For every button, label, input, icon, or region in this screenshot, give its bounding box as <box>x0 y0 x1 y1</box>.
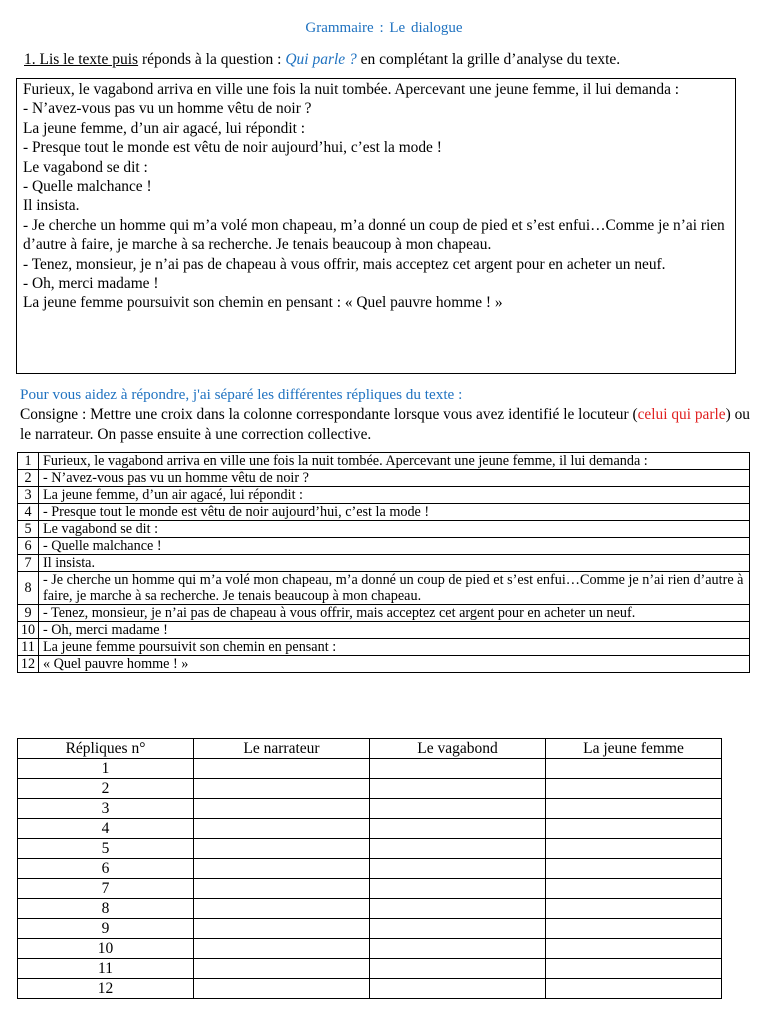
cell-narrateur[interactable] <box>194 839 370 859</box>
story-line: Il insista. <box>23 197 80 215</box>
question-ask: Qui parle ? <box>285 51 357 68</box>
replique-number: 7 <box>18 555 39 572</box>
table-row <box>18 555 750 572</box>
instruction-after: ) ou le narrateur. On passe ensuite à une correction collective. <box>20 406 750 443</box>
replique-number: 8 <box>18 572 39 605</box>
replique-number: 2 <box>18 470 39 487</box>
replique-text: - Oh, merci madame ! <box>39 622 750 639</box>
cell-vagabond[interactable] <box>370 759 546 779</box>
cell-vagabond[interactable] <box>370 939 546 959</box>
cell-vagabond[interactable] <box>370 839 546 859</box>
table-row <box>18 538 750 555</box>
table-row <box>18 859 722 879</box>
cell-narrateur[interactable] <box>194 819 370 839</box>
cell-narrateur[interactable] <box>194 899 370 919</box>
story-line: La jeune femme, d’un air agacé, lui répondit : <box>23 119 306 137</box>
replique-number: 11 <box>18 639 39 656</box>
replique-number: 3 <box>18 487 39 504</box>
replique-text: La jeune femme, d’un air agacé, lui répondit : <box>39 487 750 504</box>
question-1 <box>24 51 620 69</box>
story-line: - Presque tout le monde est vêtu de noir aujourd’hui, c’est la mode ! <box>23 139 442 157</box>
cell-vagabond[interactable] <box>370 899 546 919</box>
table-row <box>18 979 722 999</box>
cell-narrateur[interactable] <box>194 799 370 819</box>
replique-text: - Quelle malchance ! <box>39 538 750 555</box>
analysis-grid <box>17 738 722 999</box>
table-row <box>18 939 722 959</box>
instruction-before: Consigne : Mettre une croix dans la colonne correspondante lorsque vous avez identifié le locuteur ( <box>20 406 638 423</box>
replique-text: - Presque tout le monde est vêtu de noir aujourd’hui, c’est la mode ! <box>39 504 750 521</box>
cell-narrateur[interactable] <box>194 759 370 779</box>
replique-number: 10 <box>18 622 39 639</box>
story-line: - Je cherche un homme qui m’a volé mon chapeau, m’a donné un coup de pied et s’est enfui…Comme je n’ai rien d’autre à faire, je marche à sa recherche. Je tenais beaucoup à mon chapeau. <box>23 216 725 254</box>
story-line: - Tenez, monsieur, je n’ai pas de chapeau à vous offrir, mais acceptez cet argent pour en acheter un neuf. <box>23 255 666 273</box>
replique-text: La jeune femme poursuivit son chemin en pensant : <box>39 639 750 656</box>
story-line: - Oh, merci madame ! <box>23 275 159 293</box>
cell-narrateur[interactable] <box>194 959 370 979</box>
question-end: en complétant la grille d’analyse du texte. <box>356 51 621 68</box>
table-row <box>18 759 722 779</box>
replique-text: - Tenez, monsieur, je n’ai pas de chapeau à vous offrir, mais acceptez cet argent pour en acheter un neuf. <box>39 605 750 622</box>
cell-jeune-femme[interactable] <box>546 959 722 979</box>
table-row <box>18 919 722 939</box>
cell-jeune-femme[interactable] <box>546 879 722 899</box>
grid-header-row <box>18 739 722 759</box>
replique-text: - Je cherche un homme qui m’a volé mon chapeau, m’a donné un coup de pied et s’est enfui…Comme je n’ai rien d’autre à faire, je marche à sa recherche. Je tenais beaucoup à mon chapeau. <box>39 572 750 605</box>
replique-number: 6 <box>18 538 39 555</box>
cell-narrateur[interactable] <box>194 859 370 879</box>
row-number: 4 <box>18 819 194 839</box>
row-number: 11 <box>18 959 194 979</box>
story-line: La jeune femme poursuivit son chemin en pensant : « Quel pauvre homme ! » <box>23 294 503 312</box>
replique-text: Il insista. <box>39 555 750 572</box>
story-line: - Quelle malchance ! <box>23 178 152 196</box>
cell-narrateur[interactable] <box>194 779 370 799</box>
help-note: Pour vous aidez à répondre, j'ai séparé les différentes répliques du texte : <box>20 386 463 403</box>
cell-vagabond[interactable] <box>370 919 546 939</box>
replique-number: 1 <box>18 453 39 470</box>
cell-narrateur[interactable] <box>194 939 370 959</box>
cell-jeune-femme[interactable] <box>546 839 722 859</box>
table-row <box>18 521 750 538</box>
table-row <box>18 453 750 470</box>
table-row <box>18 819 722 839</box>
table-row <box>18 487 750 504</box>
instruction <box>20 405 760 445</box>
story-line: Furieux, le vagabond arriva en ville une fois la nuit tombée. Apercevant une jeune femme, il lui demanda : <box>23 81 680 98</box>
row-number: 9 <box>18 919 194 939</box>
row-number: 8 <box>18 899 194 919</box>
row-number: 5 <box>18 839 194 859</box>
table-row <box>18 839 722 859</box>
table-row <box>18 572 750 605</box>
header-repliques: Répliques n° <box>18 739 194 759</box>
replique-number: 5 <box>18 521 39 538</box>
cell-jeune-femme[interactable] <box>546 859 722 879</box>
cell-jeune-femme[interactable] <box>546 939 722 959</box>
cell-vagabond[interactable] <box>370 819 546 839</box>
row-number: 3 <box>18 799 194 819</box>
cell-jeune-femme[interactable] <box>546 919 722 939</box>
replique-number: 4 <box>18 504 39 521</box>
row-number: 7 <box>18 879 194 899</box>
header-narrateur: Le narrateur <box>194 739 370 759</box>
table-row <box>18 622 750 639</box>
cell-narrateur[interactable] <box>194 919 370 939</box>
row-number: 1 <box>18 759 194 779</box>
table-row <box>18 959 722 979</box>
cell-jeune-femme[interactable] <box>546 899 722 919</box>
replique-number: 9 <box>18 605 39 622</box>
table-row <box>18 899 722 919</box>
cell-vagabond[interactable] <box>370 859 546 879</box>
replique-text: « Quel pauvre homme ! » <box>39 656 750 673</box>
page-title: Grammaire : Le dialogue <box>305 20 463 36</box>
cell-jeune-femme[interactable] <box>546 799 722 819</box>
instruction-highlight: celui qui parle <box>637 406 726 423</box>
table-row <box>18 605 750 622</box>
header-vagabond: Le vagabond <box>370 739 546 759</box>
story-line: - N’avez-vous pas vu un homme vêtu de noir ? <box>23 100 312 118</box>
cell-narrateur[interactable] <box>194 879 370 899</box>
table-row <box>18 779 722 799</box>
table-row <box>18 879 722 899</box>
cell-jeune-femme[interactable] <box>546 779 722 799</box>
replique-text: - N’avez-vous pas vu un homme vêtu de noir ? <box>39 470 750 487</box>
repliques-table <box>17 452 750 673</box>
cell-vagabond[interactable] <box>370 879 546 899</box>
table-row <box>18 504 750 521</box>
replique-text: Le vagabond se dit : <box>39 521 750 538</box>
row-number: 6 <box>18 859 194 879</box>
row-number: 12 <box>18 979 194 999</box>
replique-number: 12 <box>18 656 39 673</box>
cell-vagabond[interactable] <box>370 779 546 799</box>
row-number: 10 <box>18 939 194 959</box>
question-mid: réponds à la question : <box>138 51 286 68</box>
table-row <box>18 639 750 656</box>
row-number: 2 <box>18 779 194 799</box>
cell-jeune-femme[interactable] <box>546 759 722 779</box>
cell-vagabond[interactable] <box>370 799 546 819</box>
cell-jeune-femme[interactable] <box>546 979 722 999</box>
question-number: 1. Lis le texte puis <box>24 51 139 68</box>
table-row <box>18 656 750 673</box>
cell-jeune-femme[interactable] <box>546 819 722 839</box>
header-jeune-femme: La jeune femme <box>546 739 722 759</box>
table-row <box>18 799 722 819</box>
story-line: Le vagabond se dit : <box>23 158 148 176</box>
cell-vagabond[interactable] <box>370 979 546 999</box>
story-text-box <box>16 78 736 374</box>
replique-text: Furieux, le vagabond arriva en ville une fois la nuit tombée. Apercevant une jeune femme, il lui demanda : <box>39 453 750 470</box>
cell-vagabond[interactable] <box>370 959 546 979</box>
table-row <box>18 470 750 487</box>
cell-narrateur[interactable] <box>194 979 370 999</box>
